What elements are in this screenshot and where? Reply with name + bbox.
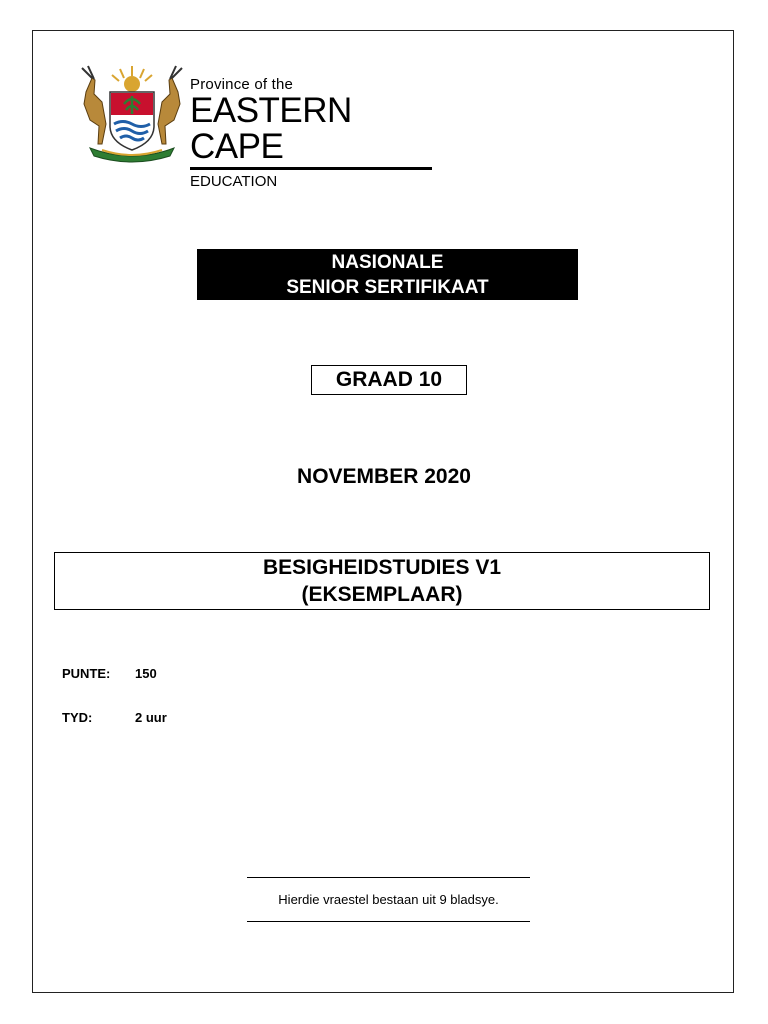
logo-line-province: Province of the <box>190 76 294 93</box>
grade-label: GRAAD 10 <box>311 365 467 395</box>
marks-label: PUNTE: <box>62 666 111 681</box>
logo-line-eastern-cape: EASTERN CAPE <box>190 91 352 166</box>
logo-line-education: EDUCATION <box>190 173 278 190</box>
subject-title: BESIGHEIDSTUDIES V1 <box>262 556 502 579</box>
footer-rule-bottom <box>247 921 530 922</box>
marks-value: 150 <box>135 666 157 681</box>
exam-date: NOVEMBER 2020 <box>297 465 471 488</box>
logo-wordmark <box>190 76 442 191</box>
coat-of-arms-icon <box>72 64 192 164</box>
footer-rule-top <box>247 877 530 878</box>
logo-rule <box>190 167 432 170</box>
marks-row <box>62 665 157 683</box>
certificate-banner <box>197 249 578 300</box>
time-label: TYD: <box>62 710 93 725</box>
time-value: 2 uur <box>135 710 167 725</box>
subject-subtitle: (EKSEMPLAAR) <box>301 583 463 606</box>
banner-line-1: NASIONALE <box>331 251 444 273</box>
time-row <box>62 709 167 727</box>
banner-line-2: SENIOR SERTIFIKAAT <box>286 276 489 298</box>
subject-box <box>54 552 710 610</box>
department-logo <box>72 64 442 190</box>
page-count-note: Hierdie vraestel bestaan uit 9 bladsye. <box>278 892 499 907</box>
